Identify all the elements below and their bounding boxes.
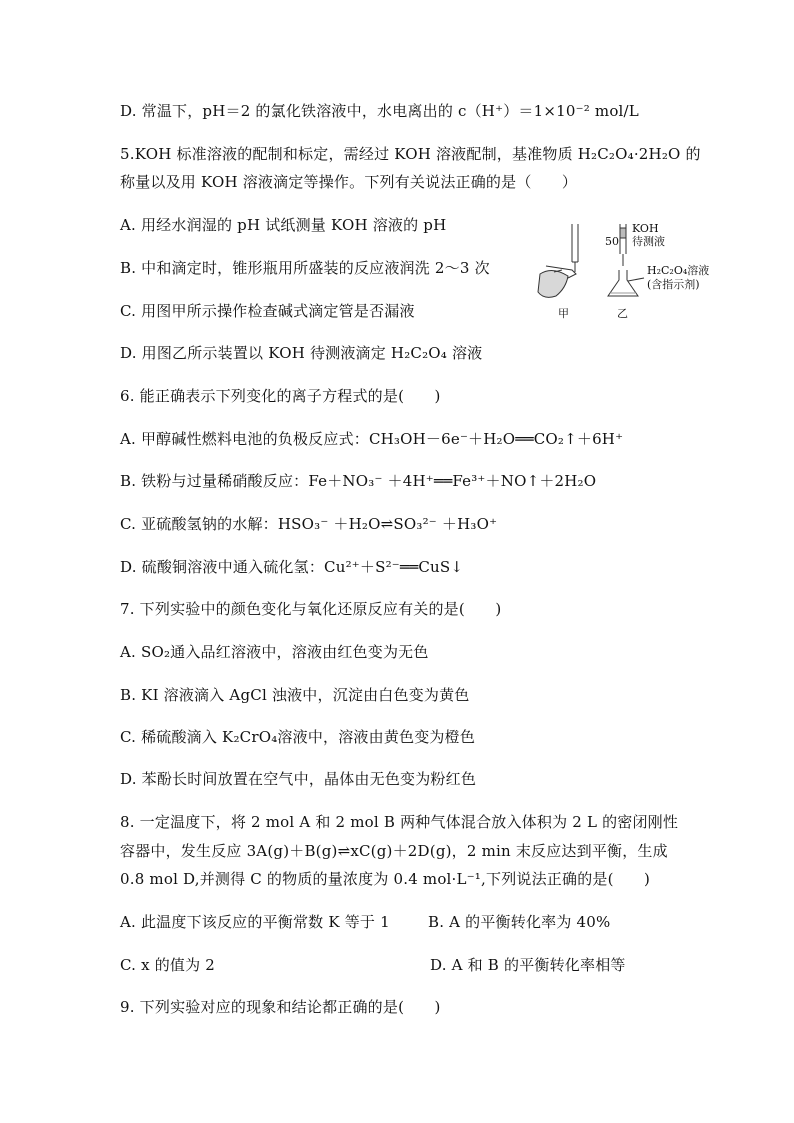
figure-jia-drawing <box>538 224 578 297</box>
q8-option-c: C. x 的值为 2 <box>120 956 216 974</box>
q6-option-c: C. 亚硫酸氢钠的水解：HSO₃⁻ ＋H₂O⇌SO₃²⁻ ＋H₃O⁺ <box>120 515 498 533</box>
q5-stem-line2: 称量以及用 KOH 溶液滴定等操作。下列有关说法正确的是（ ） <box>120 173 578 191</box>
q7-option-d: D. 苯酚长时间放置在空气中，晶体由无色变为粉红色 <box>120 770 477 788</box>
burette-label-koh: KOH <box>632 222 659 235</box>
q6-stem: 6. 能正确表示下列变化的离子方程式的是( ) <box>120 387 441 405</box>
flask-label-indicator: (含指示剂) <box>647 278 700 291</box>
q8-option-a: A. 此温度下该反应的平衡常数 K 等于 1 <box>120 913 390 931</box>
q7-option-b: B. KI 溶液滴入 AgCl 浊液中，沉淀由白色变为黄色 <box>120 686 470 704</box>
figure-yi-label: 乙 <box>617 307 628 320</box>
figure-jia-label: 甲 <box>558 307 569 320</box>
q7-option-a: A. SO₂通入品红溶液中，溶液由红色变为无色 <box>120 643 429 661</box>
scale-mark: 50 <box>605 235 619 248</box>
q6-option-d: D. 硫酸铜溶液中通入硫化氢：Cu²⁺＋S²⁻══CuS↓ <box>120 558 464 576</box>
q6-option-b: B. 铁粉与过量稀硝酸反应：Fe＋NO₃⁻ ＋4H⁺══Fe³⁺＋NO↑＋2H₂O <box>120 472 597 490</box>
q4-option-d: D. 常温下，pH＝2 的氯化铁溶液中，水电离出的 c（H⁺）＝1×10⁻² mol/L <box>120 102 639 120</box>
q8-stem-line1: 8. 一定温度下，将 2 mol A 和 2 mol B 两种气体混合放入体积为 2 L 的密闭刚性 <box>120 813 679 831</box>
q8-option-d: D. A 和 B 的平衡转化率相等 <box>430 956 626 974</box>
q8-option-b: B. A 的平衡转化率为 40% <box>428 913 611 931</box>
q8-stem-line3: 0.8 mol D,并测得 C 的物质的量浓度为 0.4 mol·L⁻¹,下列说法正确的是( ) <box>120 870 651 888</box>
q5-option-b: B. 中和滴定时，锥形瓶用所盛装的反应液润洗 2～3 次 <box>120 259 490 277</box>
q9-stem: 9. 下列实验对应的现象和结论都正确的是( ) <box>120 998 441 1016</box>
burette-label-solution: 待测液 <box>632 235 665 248</box>
q5-option-d: D. 用图乙所示装置以 KOH 待测液滴定 H₂C₂O₄ 溶液 <box>120 344 483 362</box>
q6-option-a: A. 甲醇碱性燃料电池的负极反应式：CH₃OH－6e⁻＋H₂O══CO₂↑＋6H⁺ <box>120 430 624 448</box>
q5-option-a: A. 用经水润湿的 pH 试纸测量 KOH 溶液的 pH <box>120 216 447 234</box>
q5-stem-line1: 5.KOH 标准溶液的配制和标定，需经过 KOH 溶液配制，基准物质 H₂C₂O₄·2H₂O 的 <box>120 145 701 163</box>
flask-label-solution: H₂C₂O₄溶液 <box>647 264 710 277</box>
q5-option-c: C. 用图甲所示操作检查碱式滴定管是否漏液 <box>120 302 415 320</box>
titration-figure <box>532 222 712 327</box>
q8-stem-line2: 容器中，发生反应 3A(g)＋B(g)⇌xC(g)＋2D(g)，2 min 末反应达到平衡，生成 <box>120 842 668 860</box>
q7-option-c: C. 稀硫酸滴入 K₂CrO₄溶液中，溶液由黄色变为橙色 <box>120 728 476 746</box>
q7-stem: 7. 下列实验中的颜色变化与氧化还原反应有关的是( ) <box>120 600 502 618</box>
